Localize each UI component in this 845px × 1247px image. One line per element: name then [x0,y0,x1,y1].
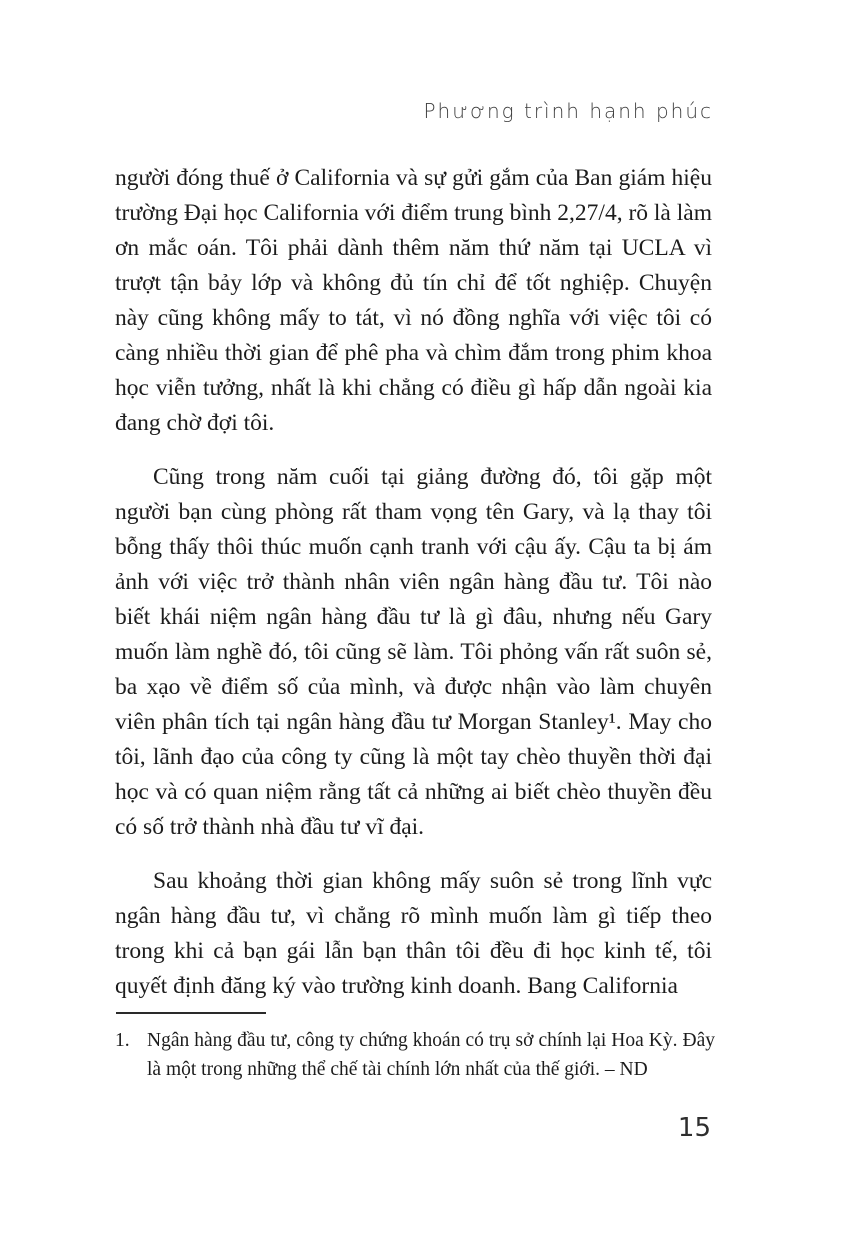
page-number: 15 [677,1113,711,1143]
footnote-divider [116,1012,266,1014]
footnote-text: Ngân hàng đầu tư, công ty chứng khoán có trụ sở chính lại Hoa Kỳ. Đây là một trong những thể chế tài chính lớn nhất của thế giới. – ND [147,1030,715,1080]
paragraph-3: Sau khoảng thời gian không mấy suôn sẻ trong lĩnh vực ngân hàng đầu tư, vì chẳng rõ mình muốn làm gì tiếp theo trong khi cả bạn gái lẫn bạn thân tôi đều đi học kinh tế, tôi quyết định đăng ký vào trường kinh doanh. Bang California [115,868,712,999]
paragraph-2: Cũng trong năm cuối tại giảng đường đó, tôi gặp một người bạn cùng phòng rất tham vọng tên Gary, và lạ thay tôi bỗng thấy thôi thúc muốn cạnh tranh với cậu ấy. Cậu ta bị ám ảnh với việc trở thành nhân viên ngân hàng đầu tư. Tôi nào biết khái niệm ngân hàng đầu tư là gì đâu, nhưng nếu Gary muốn làm nghề đó, tôi cũng sẽ làm. Tôi phỏng vấn rất suôn sẻ, ba xạo về điểm số của mình, và được nhận vào làm chuyên viên phân tích tại ngân hàng đầu tư Morgan Stanley¹. May cho tôi, lãnh đạo của công ty cũng là một tay chèo thuyền thời đại học và có quan niệm rằng tất cả những ai biết chèo thuyền đều có số trở thành nhà đầu tư vĩ đại. [115,464,712,840]
footnote-marker: 1. [115,1030,130,1051]
running-header: Phương trình hạnh phúc [423,99,713,123]
body-text [115,161,712,1004]
footnote [115,1026,715,1084]
paragraph-1: người đóng thuế ở California và sự gửi gắm của Ban giám hiệu trường Đại học California với điểm trung bình 2,27/4, rõ là làm ơn mắc oán. Tôi phải dành thêm năm thứ năm tại UCLA vì trượt tận bảy lớp và không đủ tín chỉ để tốt nghiệp. Chuyện này cũng không mấy to tát, vì nó đồng nghĩa với việc tôi có càng nhiều thời gian để phê pha và chìm đắm trong phim khoa học viễn tưởng, nhất là khi chẳng có điều gì hấp dẫn ngoài kia đang chờ đợi tôi. [115,165,712,436]
